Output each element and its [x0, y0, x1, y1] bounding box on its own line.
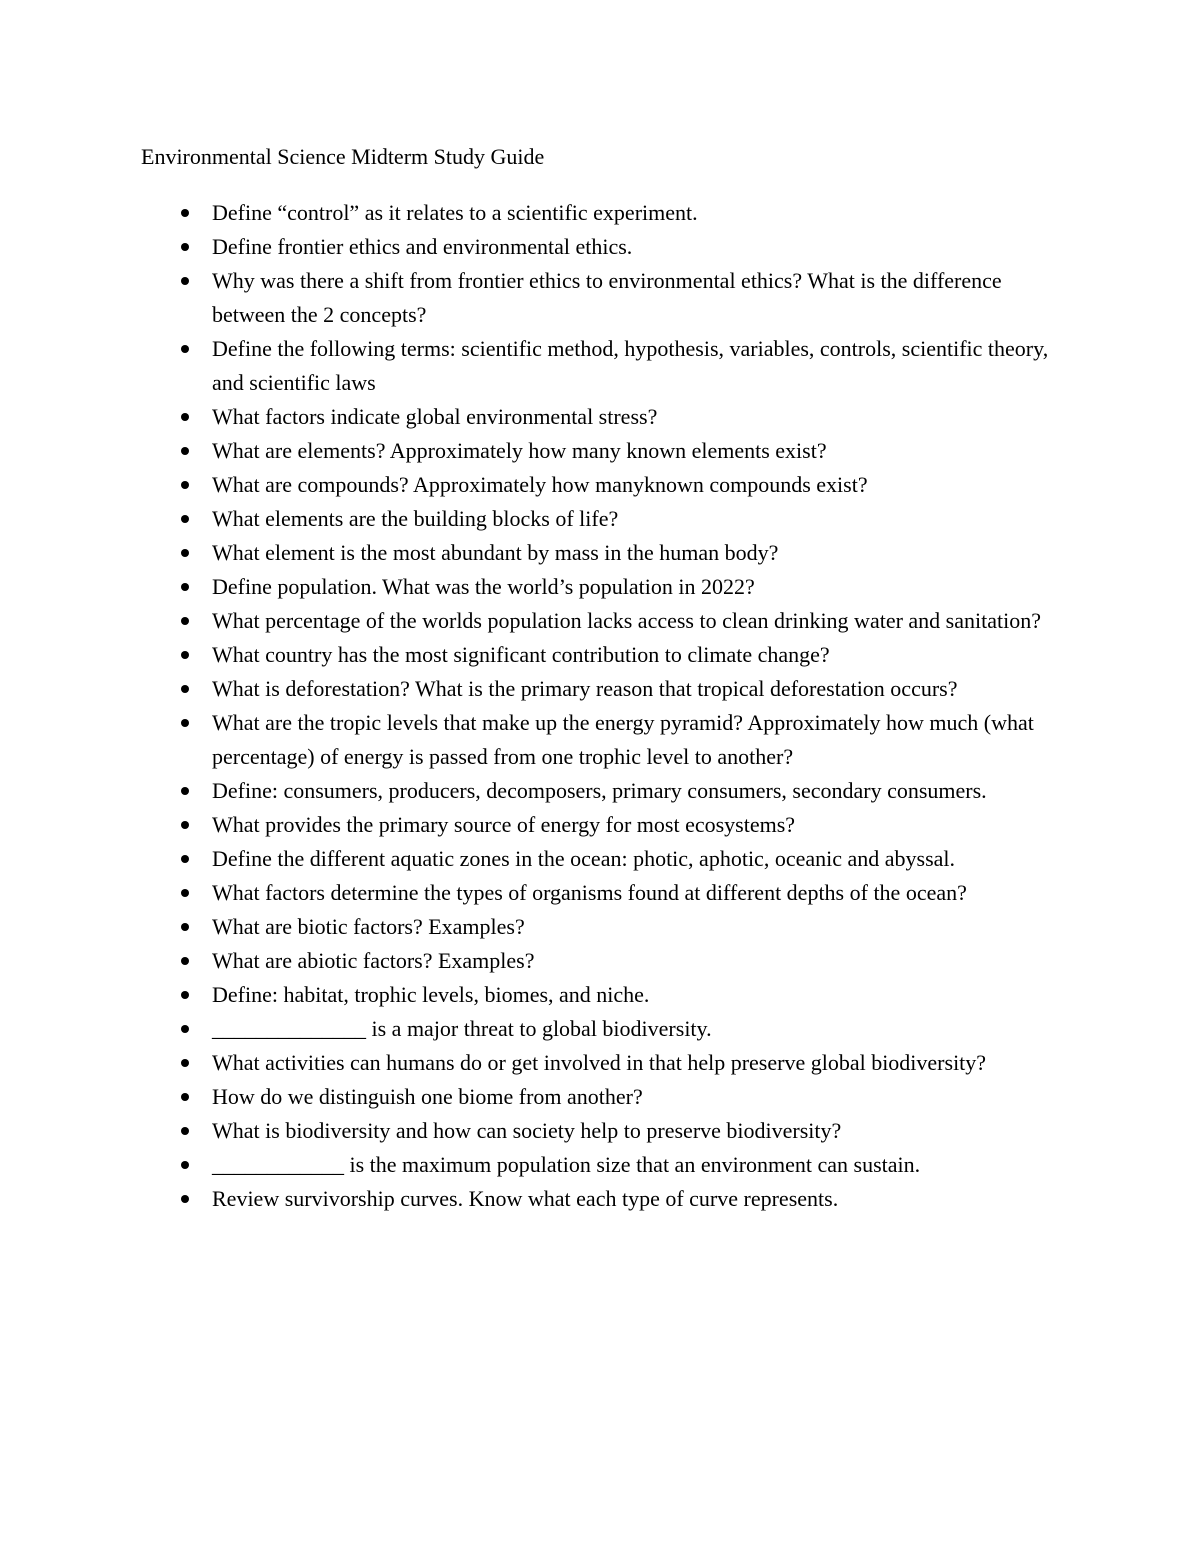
list-item [141, 264, 1071, 332]
question-text: Define the different aquatic zones in the ocean: photic, aphotic, oceanic and abyssal. [212, 846, 956, 871]
list-item [141, 502, 1071, 536]
list-item [141, 944, 1071, 978]
bullet-icon [181, 685, 189, 693]
bullet-icon [181, 923, 189, 931]
question-text: Define population. What was the world’s population in 2022? [212, 574, 755, 599]
question-text: What are the tropic levels that make up the energy pyramid? Approximately how much (what percentage) of energy is passed from one trophic level to another? [212, 710, 1034, 769]
question-text: What provides the primary source of energy for most ecosystems? [212, 812, 796, 837]
bullet-icon [181, 821, 189, 829]
bullet-icon [181, 787, 189, 795]
list-item [141, 604, 1071, 638]
bullet-icon [181, 1195, 189, 1203]
list-item [141, 1046, 1071, 1080]
bullet-icon [181, 549, 189, 557]
list-item [141, 570, 1071, 604]
bullet-icon [181, 1025, 189, 1033]
question-text: What are abiotic factors? Examples? [212, 948, 535, 973]
question-text: Review survivorship curves. Know what each type of curve represents. [212, 1186, 839, 1211]
list-item [141, 468, 1071, 502]
list-item [141, 196, 1071, 230]
list-item [141, 434, 1071, 468]
question-text: What are compounds? Approximately how manyknown compounds exist? [212, 472, 868, 497]
question-text: What element is the most abundant by mass in the human body? [212, 540, 779, 565]
bullet-icon [181, 345, 189, 353]
bullet-icon [181, 515, 189, 523]
bullet-icon [181, 991, 189, 999]
list-item [141, 332, 1071, 400]
list-item [141, 910, 1071, 944]
list-item [141, 230, 1071, 264]
list-item [141, 672, 1071, 706]
bullet-icon [181, 855, 189, 863]
list-item [141, 706, 1071, 774]
bullet-icon [181, 889, 189, 897]
question-text: What elements are the building blocks of life? [212, 506, 619, 531]
bullet-icon [181, 209, 189, 217]
bullet-icon [181, 957, 189, 965]
list-item [141, 876, 1071, 910]
list-item [141, 1080, 1071, 1114]
list-item [141, 1182, 1071, 1216]
bullet-icon [181, 243, 189, 251]
question-text: What is deforestation? What is the primary reason that tropical deforestation occurs? [212, 676, 958, 701]
bullet-icon [181, 413, 189, 421]
list-item [141, 978, 1071, 1012]
question-text: What activities can humans do or get involved in that help preserve global biodiversity? [212, 1050, 987, 1075]
bullet-icon [181, 651, 189, 659]
bullet-icon [181, 1059, 189, 1067]
question-text: ______________ is a major threat to global biodiversity. [212, 1016, 712, 1041]
question-text: Define the following terms: scientific method, hypothesis, variables, controls, scientific theory, and scientific laws [212, 336, 1049, 395]
list-item [141, 774, 1071, 808]
question-text: Why was there a shift from frontier ethics to environmental ethics? What is the difference between the 2 concepts? [212, 268, 1002, 327]
question-text: Define frontier ethics and environmental ethics. [212, 234, 633, 259]
bullet-icon [181, 1161, 189, 1169]
bullet-icon [181, 719, 189, 727]
question-text: ____________ is the maximum population size that an environment can sustain. [212, 1152, 921, 1177]
question-text: How do we distinguish one biome from another? [212, 1084, 643, 1109]
question-text: What is biodiversity and how can society help to preserve biodiversity? [212, 1118, 842, 1143]
question-text: What are elements? Approximately how many known elements exist? [212, 438, 827, 463]
list-item [141, 1114, 1071, 1148]
question-text: What are biotic factors? Examples? [212, 914, 525, 939]
list-item [141, 1012, 1071, 1046]
bullet-icon [181, 1127, 189, 1135]
list-item [141, 842, 1071, 876]
bullet-icon [181, 583, 189, 591]
question-text: Define “control” as it relates to a scientific experiment. [212, 200, 698, 225]
bullet-icon [181, 617, 189, 625]
study-question-list [141, 196, 1071, 1216]
question-text: What percentage of the worlds population lacks access to clean drinking water and sanitation? [212, 608, 1041, 633]
question-text: What factors indicate global environmental stress? [212, 404, 658, 429]
list-item [141, 400, 1071, 434]
bullet-icon [181, 447, 189, 455]
list-item [141, 1148, 1071, 1182]
bullet-icon [181, 481, 189, 489]
document-title: Environmental Science Midterm Study Guide [141, 144, 545, 169]
question-text: Define: habitat, trophic levels, biomes, and niche. [212, 982, 650, 1007]
bullet-icon [181, 1093, 189, 1101]
list-item [141, 808, 1071, 842]
question-text: What factors determine the types of organisms found at different depths of the ocean? [212, 880, 967, 905]
bullet-icon [181, 277, 189, 285]
list-item [141, 638, 1071, 672]
list-item [141, 536, 1071, 570]
question-text: What country has the most significant contribution to climate change? [212, 642, 830, 667]
question-text: Define: consumers, producers, decomposers, primary consumers, secondary consumers. [212, 778, 987, 803]
